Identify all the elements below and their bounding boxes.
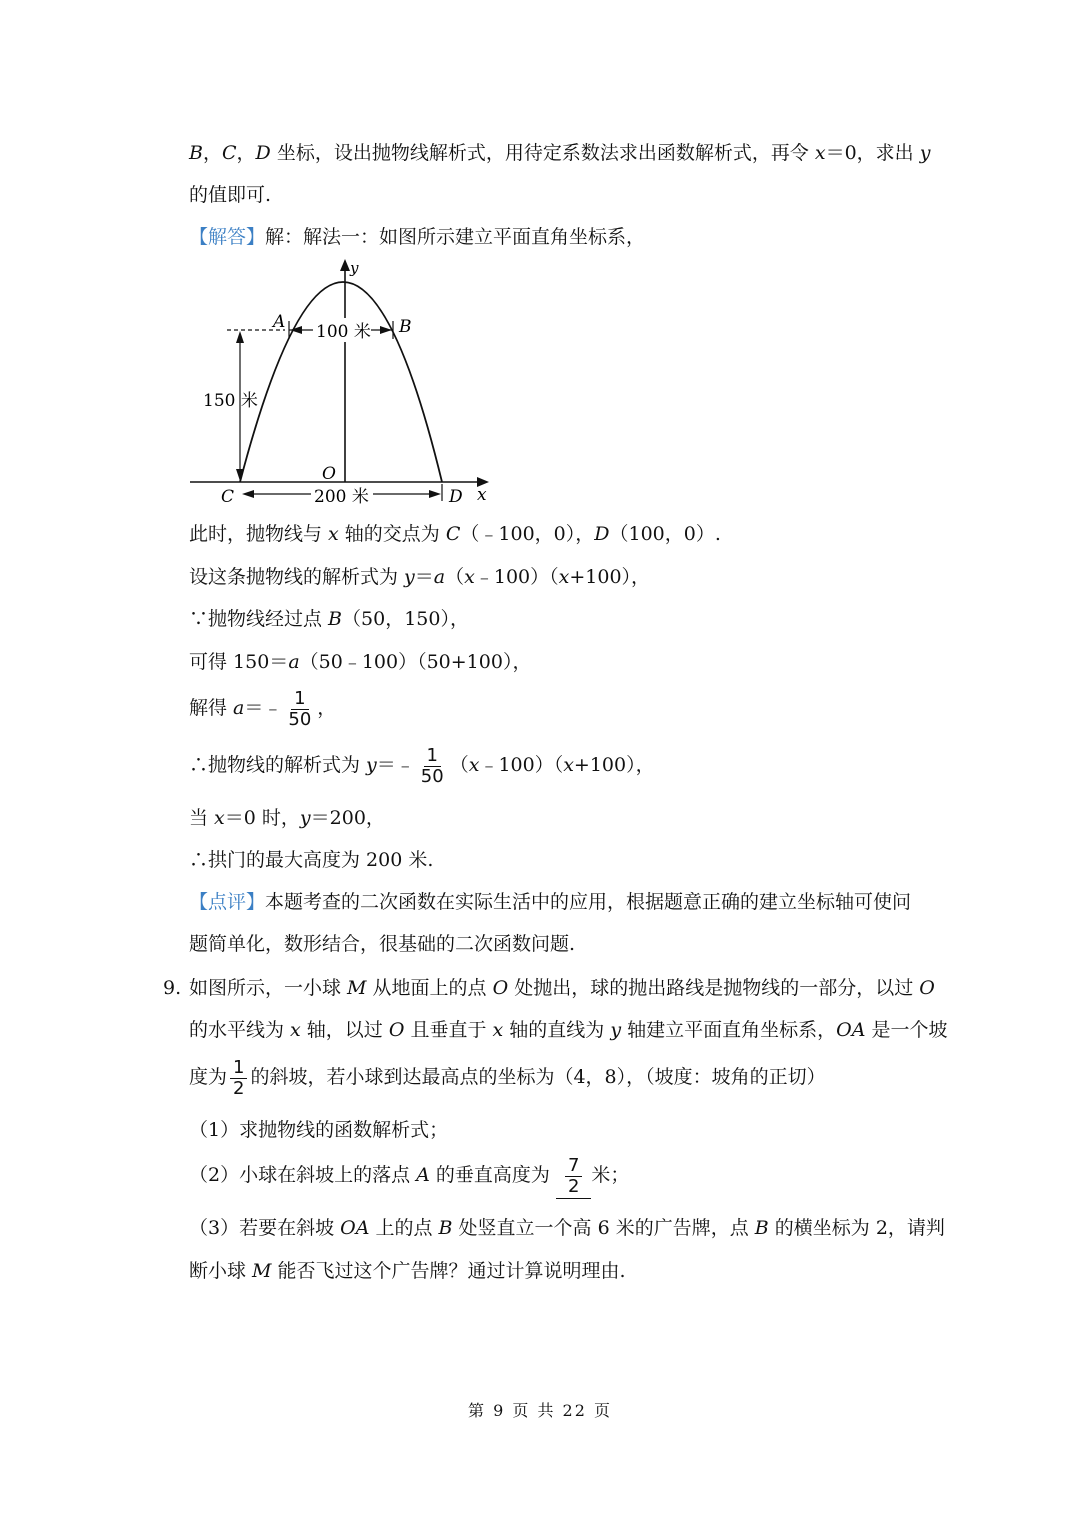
page-footer: 第 9 页 共 22 页 (468, 1401, 612, 1420)
question-part-1: （1）求抛物线的函数解析式； (189, 1119, 449, 1141)
review-line-2: 题简单化，数形结合，很基础的二次函数问题. (189, 933, 576, 955)
point-a-label: A (273, 312, 286, 332)
hint-line-1: B，C，D 坐标，设出抛物线解析式，用待定系数法求出函数解析式，再令 x＝0，求出 y (189, 142, 931, 164)
question-part-3: （3）若要在斜坡 OA 上的点 B 处竖直立一个高 6 米的广告牌，点 B 的横坐标为 2，请判 (189, 1217, 945, 1239)
point-d-label: D (449, 487, 463, 507)
fraction-one-fiftieth: $\frac{1}{50}$ (288, 687, 312, 730)
question-line-3: 度为 $\frac{1}{2}$ 的斜坡，若小球到达最高点的坐标为（4，8），（坡度：坡角的正切） (189, 1056, 826, 1099)
step-4: 可得 150＝a（50﹣100）（50+100）， (189, 651, 532, 673)
point-c-label: C (221, 487, 235, 507)
x-axis-label: x (477, 485, 487, 505)
question-part-2: （2）小球在斜坡上的落点 A 的垂直高度为 $\frac{7}{2}$ 米； (189, 1155, 630, 1197)
step-7: 当 x＝0 时，y＝200， (189, 807, 385, 829)
fraction-seven-halves: $\frac{7}{2}$ (565, 1156, 582, 1197)
bottom-width-label: 200 米 (314, 487, 369, 507)
bottom-arrow-right (429, 490, 441, 498)
top-width-label: 100 米 (316, 322, 371, 342)
question-line-2: 的水平线为 x 轴，以过 O 且垂直于 x 轴的直线为 y 轴建立平面直角坐标系，OA 是一个坡 (189, 1019, 948, 1041)
y-axis-label: y (350, 259, 359, 277)
y-axis-arrow (340, 259, 350, 271)
question-line-1: 如图所示，一小球 M 从地面上的点 O 处抛出，球的抛出路线是抛物线的一部分，以过 O (189, 977, 935, 999)
point-b-label: B (399, 317, 412, 337)
question-number: 9. (163, 977, 182, 999)
question-part-3-continued: 断小球 M 能否飞过这个广告牌？通过计算说明理由. (189, 1260, 626, 1282)
origin-label: O (322, 464, 336, 484)
height-label: 150 米 (203, 391, 258, 411)
review-tag: 【点评】 (189, 891, 266, 913)
height-arrow-top (236, 331, 244, 343)
step-6: ∴抛物线的解析式为 y＝﹣ $\frac{1}{50}$ （x﹣100）（x+100）， (189, 744, 655, 787)
review-line-1: 【点评】本题考查的二次函数在实际生活中的应用，根据题意正确的建立坐标轴可使问 (189, 891, 912, 913)
answer-tag: 【解答】 (189, 226, 266, 248)
answer-blank (556, 1154, 591, 1199)
parabola-curve (240, 282, 442, 482)
fraction-one-fiftieth: $\frac{1}{50}$ (420, 744, 444, 787)
height-arrow-bottom (236, 469, 244, 481)
step-3: ∵抛物线经过点 B（50，150）， (189, 608, 469, 630)
step-8: ∴拱门的最大高度为 200 米. (189, 849, 434, 871)
step-2: 设这条抛物线的解析式为 y＝a（x﹣100）（x+100）， (189, 566, 651, 588)
answer-intro: 【解答】解：解法一：如图所示建立平面直角坐标系， (189, 226, 646, 248)
bottom-arrow-left (242, 490, 254, 498)
hint-line-2: 的值即可. (189, 184, 272, 206)
step-5: 解得 a＝﹣ $\frac{1}{50}$ ， (189, 687, 337, 730)
parabola-figure (185, 255, 505, 515)
fraction-one-half: $\frac{1}{2}$ (230, 1058, 247, 1099)
step-1: 此时，抛物线与 x 轴的交点为 C（﹣100，0），D（100，0）. (189, 523, 721, 545)
